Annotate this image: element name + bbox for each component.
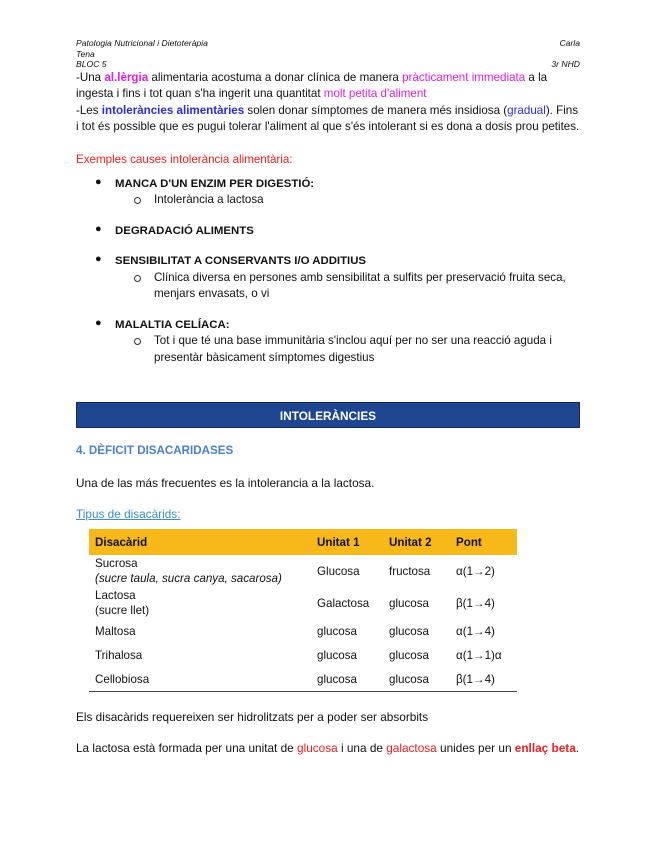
bullet-icon: ● [95,175,102,188]
table-cell: glucosa [389,596,429,610]
table-header-row [89,529,517,555]
intro-allergy-paragraph [76,70,580,103]
table-cell: Galactosa [317,596,370,610]
text-run: La lactosa està formada per una unitat de [76,741,298,755]
bullet-icon: ● [95,253,102,265]
table-cell: α(1→4) [456,624,495,638]
page-content [76,38,580,366]
table-row [89,619,517,643]
cause-title: SENSIBILITAT A CONSERVANTS I/O ADDITIUS [115,255,367,267]
header-author-last: Tena [76,48,95,59]
intro-intolerance-paragraph [76,103,580,136]
table-cell: glucosa [383,667,450,692]
text-run: -Les [76,103,102,117]
intolerance-term: intoleràncies alimentàries [101,103,245,117]
circle-bullet-icon [134,338,141,345]
circle-bullet-icon [134,275,141,282]
disaccharide-name: Lactosa [95,589,136,602]
gradual-term: gradual [507,103,546,117]
disaccharide-types-link[interactable]: Tipus de disacàrids: [76,507,181,521]
column-header: Unitat 2 [383,529,450,555]
table-row [89,643,517,667]
lactose-intro-text: Una de las más frecuentes es la intolerancia a la lactosa. [76,476,375,490]
document-header [76,38,580,70]
cause-detail: Clínica diversa en persones amb sensibilitat a sulfits per preservació fruita seca, menjars envasats, o vi [154,270,566,300]
column-header: Unitat 1 [311,529,383,555]
table-cell: Glucosa [317,564,360,578]
list-item [76,253,580,303]
sub-list-item [115,270,580,303]
small-quantity-term: molt petita d'aliment [323,87,427,100]
galactose-term: galactosa [386,741,437,755]
header-block: BLOC 5 [76,59,107,69]
table-cell: Trihalosa [95,648,143,662]
table-cell: glucosa [389,648,429,662]
text-run: ). Fins i tot és possible que es pugui tolerar l'aliment al que s'és intolerant si es dona a dosis prou petites. [76,103,580,133]
causes-title: Exemples causes intolerància alimentària: [76,152,293,166]
table-cell [89,555,311,587]
text-run: a la ingesta i fins i tot quan s'ha ingerit una quantitat [76,70,548,100]
table-cell: β(1→4) [456,596,495,610]
section-banner: INTOLERÀNCIES [76,402,580,428]
section-heading: 4. DÈFICIT DISACARIDASES [76,444,234,457]
cause-title: DEGRADACIÓ ALIMENTS [115,224,254,237]
column-header: Pont [450,529,517,555]
text-run: alimentaria acostuma a donar clínica de manera [148,70,403,84]
table-row [89,587,517,619]
table-cell: Cellobiosa [89,667,311,692]
disaccharide-note: (sucre taula, sucra canya, sacarosa) [95,572,282,585]
text-run: . [575,741,580,755]
column-header: Disacàrid [89,529,311,555]
header-author-first: Carla [559,38,580,48]
list-item [76,176,580,209]
absorption-text: Els disacàrids requereixen ser hidrolitzats per a poder ser absorbits [76,710,429,724]
table-cell [89,587,311,619]
beta-bond-term: enllaç beta [514,741,576,755]
header-course: Patologia Nutricional i Dietoteràpia [76,38,208,48]
bullet-icon: ● [95,222,102,235]
disaccharide-table [89,529,517,692]
list-item [76,223,580,240]
glucose-term: glucosa [297,741,338,755]
sub-list-item [115,333,580,366]
spacer [76,209,580,223]
text-run: solen donar símptomes de manera més insidiosa ( [244,103,508,117]
sub-list-item [115,192,580,209]
table-cell: glucosa [389,624,429,638]
lactose-composition-text [76,740,580,757]
allergy-term: al.lèrgia [104,70,149,84]
text-run: i una de [337,741,387,755]
text-run: unides per un [436,741,515,755]
table-cell: fructosa [389,564,431,578]
disaccharide-name: Sucrosa [95,557,138,570]
immediate-term: pràcticament immediata [402,70,526,84]
table-cell: α(1→2) [456,564,495,578]
cause-title: MANCA D'UN ENZIM PER DIGESTIÓ: [115,177,315,190]
cause-title: MALALTIA CELÍACA: [115,318,230,331]
cause-detail: Intolerància a lactosa [154,193,264,206]
header-group: 3r NHD [551,59,580,69]
table-cell: Maltosa [95,624,136,638]
spacer [76,239,580,253]
cause-detail: Tot i que té una base immunitària s'inclou aquí per no ser una reacció aguda i presentàr bàsicament símptomes digestius [154,334,552,364]
spacer [76,303,580,317]
disaccharide-note: (sucre llet) [95,604,150,617]
table-cell: α(1→1)α [456,648,502,662]
table-cell: β(1→4) [450,667,517,692]
bullet-icon: ● [95,316,102,329]
table-cell: glucosa [317,624,357,638]
causes-list [76,176,580,367]
text-run: -Una [76,70,105,84]
table-cell: glucosa [317,648,357,662]
table-row [89,667,517,692]
table-cell: glucosa [311,667,383,692]
table-row [89,555,517,587]
list-item [76,317,580,367]
circle-bullet-icon [134,197,141,204]
